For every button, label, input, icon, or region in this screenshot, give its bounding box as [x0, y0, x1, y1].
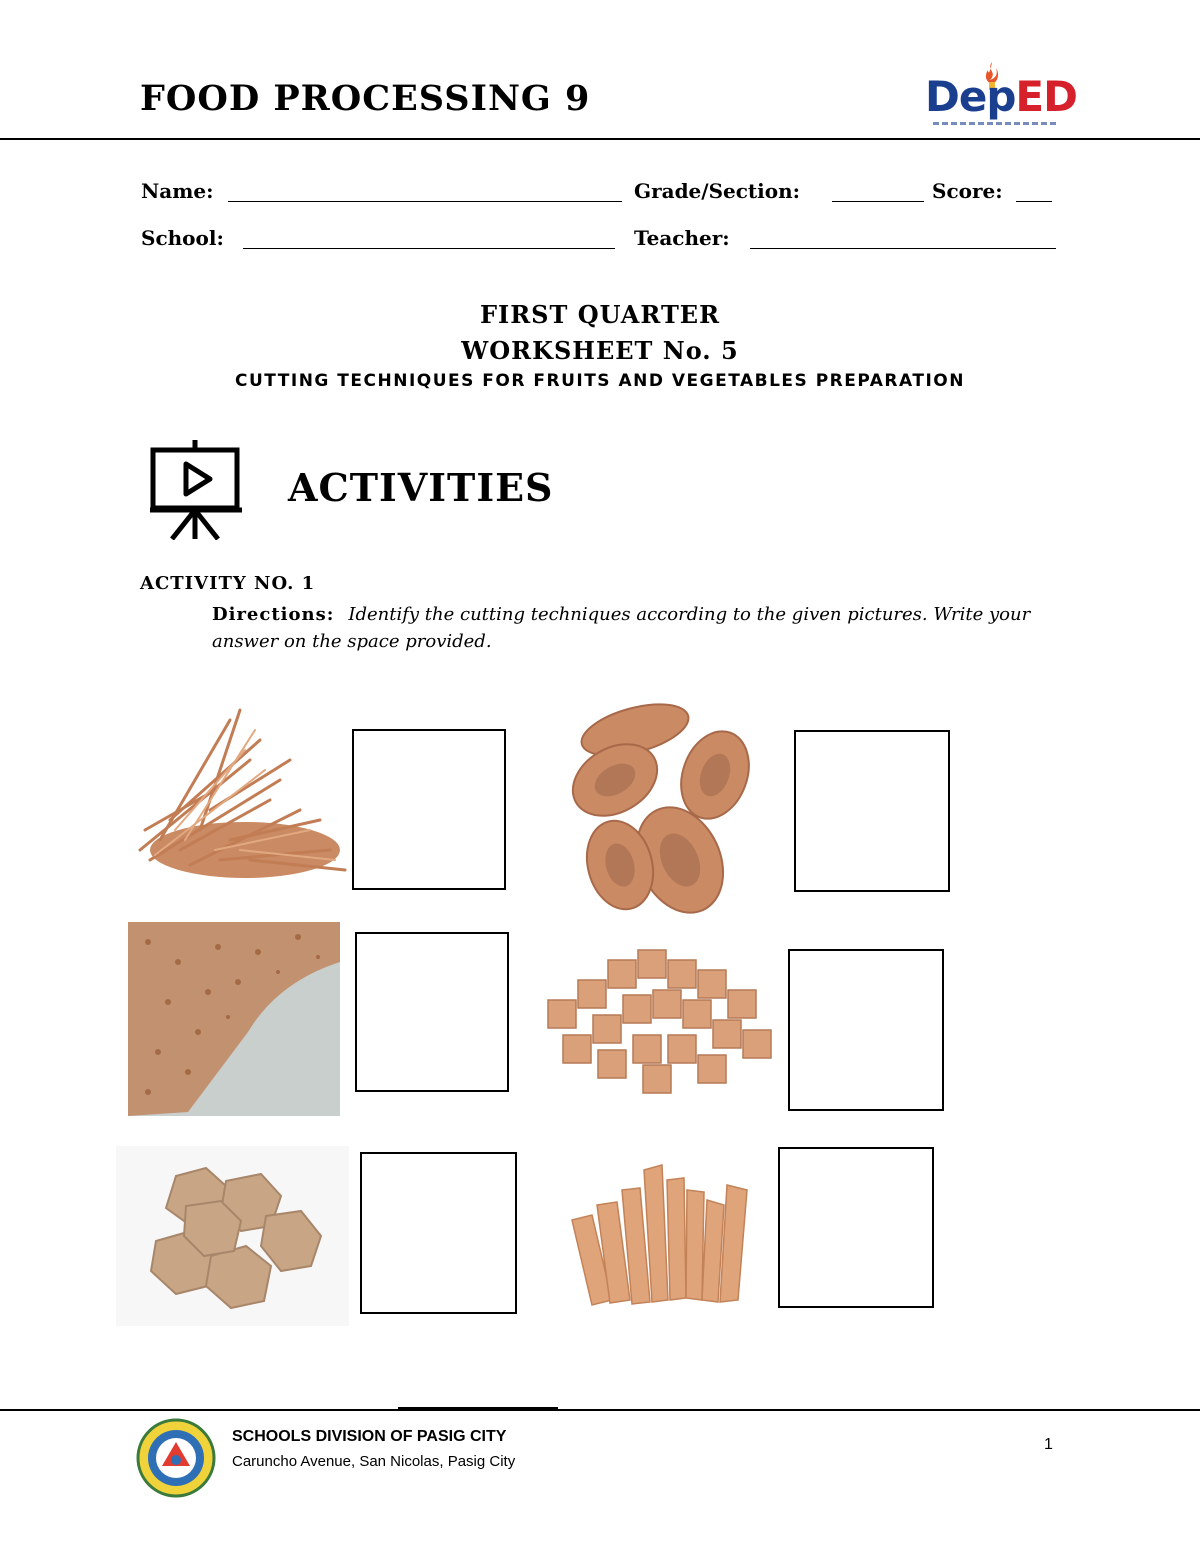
answer-box-5[interactable] [360, 1152, 517, 1314]
quarter-heading: FIRST QUARTER [479, 300, 721, 329]
school-label: School: [141, 226, 224, 250]
batonnet-image [562, 1150, 758, 1315]
activity-number: ACTIVITY NO. 1 [140, 573, 316, 594]
deped-logo-ed: ED [1015, 72, 1077, 121]
footer-address: Caruncho Avenue, San Nicolas, Pasig City [232, 1453, 516, 1470]
score-field[interactable] [1016, 201, 1052, 202]
answer-box-1[interactable] [352, 729, 506, 890]
pasig-division-seal-icon [136, 1418, 216, 1498]
presentation-board-icon [150, 440, 242, 540]
score-label: Score: [932, 179, 1003, 203]
header-divider [0, 138, 1200, 140]
deped-logo-dep: Dep [925, 72, 1016, 121]
grade-section-label: Grade/Section: [634, 179, 801, 203]
teacher-label: Teacher: [634, 226, 730, 250]
footer-divider-accent [398, 1407, 558, 1411]
activities-heading: ACTIVITIES [288, 465, 554, 510]
diagonal-slices-image [560, 700, 760, 918]
answer-box-6[interactable] [778, 1147, 934, 1308]
school-field[interactable] [243, 248, 615, 249]
deped-logo-tagline [933, 122, 1058, 125]
directions [212, 601, 1072, 655]
minced-image [128, 922, 340, 1116]
directions-text: Identify the cutting techniques according to the given pictures. Write your answer on the space provided. [212, 604, 1031, 652]
worksheet-heading: WORKSHEET No. 5 [461, 336, 739, 365]
julienne-strips-image [130, 700, 352, 880]
name-field[interactable] [228, 201, 622, 202]
answer-box-4[interactable] [788, 949, 944, 1111]
worksheet-subtitle: CUTTING TECHNIQUES FOR FRUITS AND VEGETABLES PREPARATION [235, 371, 965, 391]
diced-cubes-image [538, 940, 780, 1095]
rondelle-image [116, 1146, 349, 1326]
footer-division-name: SCHOOLS DIVISION OF PASIG CITY [232, 1428, 507, 1445]
answer-box-3[interactable] [355, 932, 509, 1092]
name-label: Name: [141, 179, 214, 203]
directions-label: Directions: [212, 604, 335, 625]
deped-logo [925, 62, 1077, 134]
document-title: FOOD PROCESSING 9 [140, 78, 591, 119]
footer-divider [0, 1409, 1200, 1411]
page-number: 1 [1044, 1436, 1053, 1453]
answer-box-2[interactable] [794, 730, 950, 892]
grade-section-field[interactable] [832, 201, 924, 202]
teacher-field[interactable] [750, 248, 1056, 249]
